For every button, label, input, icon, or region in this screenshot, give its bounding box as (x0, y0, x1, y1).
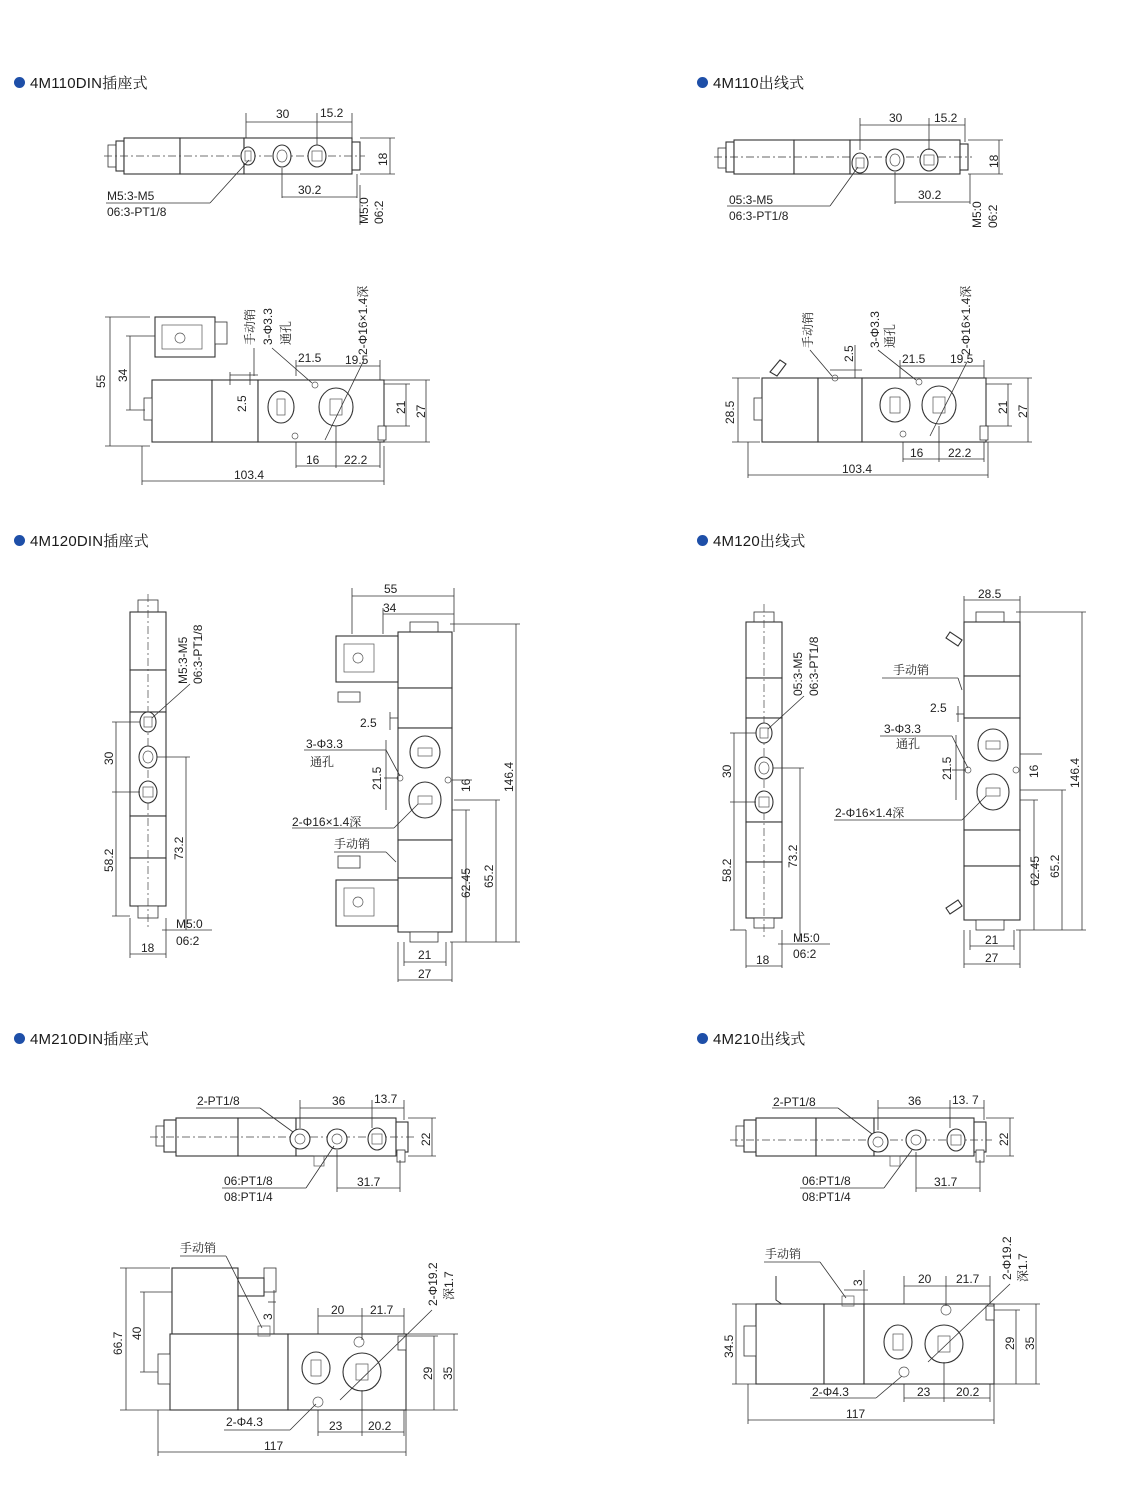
label-m5-0: M5:0 (793, 931, 820, 945)
drawing-4m110-din-top (104, 106, 395, 225)
label-through-hole: 通孔 (896, 737, 921, 751)
drawing-4m120-din-side (292, 582, 520, 982)
dim-30-2: 30.2 (298, 183, 322, 197)
dim-2-5: 2.5 (930, 701, 947, 715)
dim-146-4: 146.4 (1068, 757, 1082, 788)
dim-66-7: 66.7 (111, 1331, 125, 1355)
dim-20-2: 20.2 (368, 1419, 392, 1433)
label-06-3-pt18: 06:3-PT1/8 (107, 205, 167, 219)
label-08-pt14: 08:PT1/4 (224, 1190, 273, 1204)
dim-117: 117 (846, 1407, 866, 1421)
dim-65-2: 65.2 (482, 864, 496, 888)
label-3-phi3-3: 3-Φ3.3 (884, 722, 921, 736)
label-06-2: 06:2 (986, 204, 1000, 228)
dim-30-2: 30.2 (918, 188, 942, 202)
dim-29: 29 (1003, 1336, 1017, 1350)
section-title-text: 4M110DIN插座式 (30, 75, 148, 92)
dim-27: 27 (985, 951, 999, 965)
label-manual-pin: 手动销 (765, 1247, 802, 1261)
dim-21-5: 21.5 (902, 352, 926, 366)
label-deep-1-7: 深1.7 (1016, 1253, 1030, 1282)
label-through-hole: 通孔 (883, 323, 897, 348)
label-manual-pin: 手动销 (243, 308, 257, 345)
dim-19-5: 19.5 (345, 353, 369, 367)
dim-31-7: 31.7 (934, 1175, 958, 1189)
label-2-pt18: 2-PT1/8 (773, 1095, 816, 1109)
label-2-phi16: 2-Φ16×1.4深 (835, 806, 905, 820)
dim-30: 30 (889, 111, 903, 125)
dim-36: 36 (908, 1094, 922, 1108)
label-2-phi16: 2-Φ16×1.4深 (292, 815, 362, 829)
label-through-hole: 通孔 (279, 320, 293, 345)
drawing-4m210-din-front (111, 1240, 458, 1456)
dim-27: 27 (414, 404, 428, 418)
dim-117: 117 (264, 1439, 284, 1453)
label-06-pt18: 06:PT1/8 (802, 1174, 851, 1188)
label-manual-pin: 手动销 (180, 1241, 217, 1255)
dim-30: 30 (102, 751, 116, 765)
label-through-hole: 通孔 (310, 755, 335, 769)
dim-22-2: 22.2 (948, 446, 972, 460)
label-manual-pin: 手动销 (893, 663, 930, 677)
section-title-text: 4M210DIN插座式 (30, 1031, 149, 1048)
dim-18: 18 (141, 941, 155, 955)
dim-55: 55 (384, 582, 398, 596)
dim-22: 22 (997, 1132, 1011, 1146)
dim-31-7: 31.7 (357, 1175, 381, 1189)
dim-73-2: 73.2 (172, 836, 186, 860)
label-m5-3-m5: M5:3-M5 (176, 636, 190, 684)
dim-34-5: 34.5 (722, 1334, 736, 1358)
label-m5-0: M5:0 (357, 197, 371, 224)
label-m5-3-m5: M5:3-M5 (107, 189, 155, 203)
label-06-3-pt18: 06:3-PT1/8 (191, 624, 205, 684)
dim-21-7: 21.7 (370, 1303, 394, 1317)
dim-62-45: 62.45 (1028, 855, 1042, 886)
drawing-4m210-wire-front (722, 1236, 1040, 1424)
label-2-phi4-3: 2-Φ4.3 (812, 1385, 849, 1399)
label-05-3-m5: 05:3-M5 (729, 193, 774, 207)
dim-2-5: 2.5 (842, 345, 856, 362)
dim-58-2: 58.2 (720, 858, 734, 882)
drawing-4m120-wire-top (720, 604, 830, 968)
dim-21: 21 (394, 400, 408, 414)
dim-103-4: 103.4 (234, 468, 265, 482)
label-06-2: 06:2 (176, 934, 200, 948)
dim-30: 30 (720, 764, 734, 778)
dim-13-7: 13.7 (374, 1092, 398, 1106)
dim-15-2: 15.2 (934, 111, 958, 125)
dim-22: 22 (419, 1132, 433, 1146)
dim-20: 20 (918, 1272, 932, 1286)
label-m5-0: M5:0 (970, 201, 984, 228)
dim-34: 34 (383, 601, 397, 615)
label-deep-1-7: 深1.7 (442, 1271, 456, 1300)
dim-21-5: 21.5 (298, 351, 322, 365)
dim-23: 23 (329, 1419, 343, 1433)
dim-23: 23 (917, 1385, 931, 1399)
dim-27: 27 (1016, 404, 1030, 418)
label-m5-0: M5:0 (176, 917, 203, 931)
label-3-phi3-3: 3-Φ3.3 (261, 308, 275, 345)
dim-2-5: 2.5 (360, 716, 377, 730)
section-title-text: 4M120DIN插座式 (30, 533, 149, 550)
dim-55: 55 (94, 374, 108, 388)
dim-21: 21 (996, 400, 1010, 414)
dim-21-5: 21.5 (370, 766, 384, 790)
dim-18: 18 (756, 953, 770, 967)
dim-3: 3 (851, 1279, 865, 1286)
dim-146-4: 146.4 (502, 761, 516, 792)
label-3-phi3-3: 3-Φ3.3 (868, 311, 882, 348)
dim-73-2: 73.2 (786, 844, 800, 868)
label-08-pt14: 08:PT1/4 (802, 1190, 851, 1204)
dim-36: 36 (332, 1094, 346, 1108)
label-06-2: 06:2 (793, 947, 817, 961)
dim-22-2: 22.2 (344, 453, 368, 467)
dim-3: 3 (261, 1313, 275, 1320)
section-title-text: 4M210出线式 (713, 1031, 806, 1048)
dim-18: 18 (987, 154, 1001, 168)
dim-30: 30 (276, 107, 290, 121)
drawing-4m120-wire-side (834, 587, 1086, 968)
dim-28-5: 28.5 (723, 400, 737, 424)
dim-65-2: 65.2 (1048, 854, 1062, 878)
dim-28-5: 28.5 (978, 587, 1002, 601)
dim-58-2: 58.2 (102, 848, 116, 872)
label-2-pt18: 2-PT1/8 (197, 1094, 240, 1108)
dim-62-45: 62.45 (459, 867, 473, 898)
dim-21-5: 21.5 (940, 756, 954, 780)
label-2-phi19-2: 2-Φ19.2 (1000, 1236, 1014, 1280)
dim-40: 40 (130, 1326, 144, 1340)
label-05-3-m5: 05:3-M5 (791, 651, 805, 696)
drawing-4m120-din-top (102, 594, 212, 958)
dim-18: 18 (376, 152, 390, 166)
dim-16: 16 (910, 446, 924, 460)
label-06-pt18: 06:PT1/8 (224, 1174, 273, 1188)
dim-34: 34 (116, 368, 130, 382)
label-06-3-pt18: 06:3-PT1/8 (807, 636, 821, 696)
dim-16: 16 (1027, 764, 1041, 778)
label-06-3-pt18: 06:3-PT1/8 (729, 209, 789, 223)
dim-27: 27 (418, 967, 432, 981)
dim-19-5: 19.5 (950, 352, 974, 366)
label-manual-pin: 手动销 (334, 837, 371, 851)
dim-35: 35 (441, 1366, 455, 1380)
label-2-phi16: 2-Φ16×1.4深 (356, 285, 370, 355)
dim-2-5: 2.5 (235, 395, 249, 412)
dim-21-7: 21.7 (956, 1272, 980, 1286)
drawing-4m210-din-top (150, 1092, 436, 1204)
dim-29: 29 (421, 1366, 435, 1380)
dim-15-2: 15.2 (320, 106, 344, 120)
drawing-4m110-wire-front (723, 286, 1032, 478)
drawing-4m210-wire-top (730, 1093, 1014, 1204)
dim-21: 21 (985, 933, 999, 947)
dim-20: 20 (331, 1303, 345, 1317)
label-2-phi4-3: 2-Φ4.3 (226, 1415, 263, 1429)
label-2-phi19-2: 2-Φ19.2 (426, 1262, 440, 1306)
label-2-phi16: 2-Φ16×1.4深 (959, 285, 973, 355)
label-06-2: 06:2 (372, 200, 386, 224)
section-title-text: 4M120出线式 (713, 533, 806, 550)
label-3-phi3-3: 3-Φ3.3 (306, 737, 343, 751)
section-title-text: 4M110出线式 (713, 75, 805, 92)
drawing-4m110-din-front (94, 286, 430, 485)
dim-35: 35 (1023, 1336, 1037, 1350)
dim-20-2: 20.2 (956, 1385, 980, 1399)
dim-21: 21 (418, 948, 432, 962)
drawing-4m110-wire-top (714, 111, 1003, 228)
dim-103-4: 103.4 (842, 462, 873, 476)
dim-16: 16 (306, 453, 320, 467)
dim-13-7: 13. 7 (952, 1093, 979, 1107)
label-manual-pin: 手动销 (801, 311, 815, 348)
dim-16: 16 (459, 778, 473, 792)
